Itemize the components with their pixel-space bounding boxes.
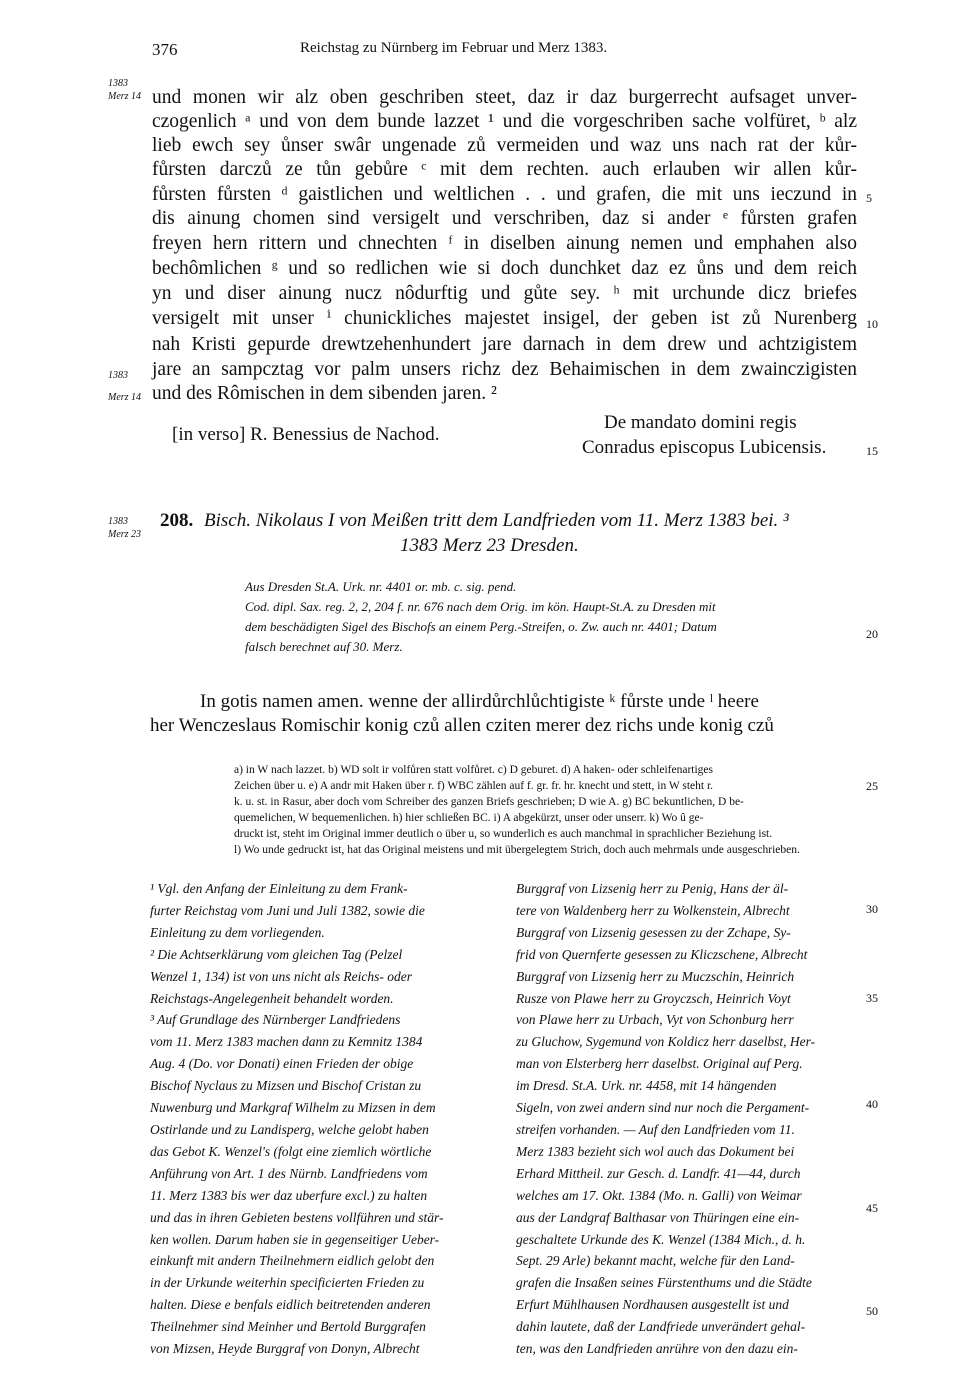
- page-number: 376: [152, 40, 178, 59]
- footnote-line: von Plawe herr zu Urbach, Vyt von Schonburg herr: [516, 1012, 794, 1028]
- source-line: dem beschädigten Sigel des Bischofs an einem Perg.-Streifen, o. Zw. auch nr. 4401; Datum: [245, 619, 717, 634]
- margin-date: Merz 14: [108, 392, 142, 403]
- footnote-line: ³ Auf Grundlage des Nürnberger Landfriedens: [150, 1012, 401, 1028]
- line-number: 30: [866, 902, 878, 916]
- text-line: und des Rômischen in dem sibenden jaren. ²: [152, 383, 497, 404]
- text-line: dis ainung chomen sind versigelt und verschriben, daz si ander ᵉ fůrsten grafen: [152, 208, 857, 229]
- text-line: versigelt mit unser ⁱ chunickliches majestet insigel, der geben ist zů Nurenberg: [152, 308, 857, 329]
- line-number: 50: [866, 1304, 878, 1318]
- footnote-line: geschaltete Urkunde des K. Wenzel (1384 Mich., d. h.: [516, 1231, 806, 1247]
- variant-line: quemelichen, W bequemenlichen. h) hier schließen BC. i) A abgekürzt, unser oder unserr. k) Wo û ge-: [234, 812, 704, 824]
- footnote-line: Nuwenburg und Markgraf Wilhelm zu Mizsen in dem: [150, 1100, 436, 1116]
- doc-title: Bisch. Nikolaus I von Meißen tritt dem Landfrieden vom 11. Merz 1383 bei. ³: [204, 510, 789, 531]
- footnote-line: Burggraf von Lizsenig gesessen zu der Zchape, Sy-: [516, 924, 791, 940]
- variant-line: a) in W nach lazzet. b) WD solt ir volfůren statt volfůret. c) D geburet. d) A haken- oder schleifenartiges: [234, 764, 714, 776]
- footnote-line: 11. Merz 1383 bis wer daz uberfure excl.) zu halten: [150, 1187, 428, 1203]
- footnote-line: in der Urkunde weiterhin specificierten Frieden zu: [150, 1275, 425, 1291]
- line-number: 20: [866, 627, 878, 641]
- source-line: falsch berechnet auf 30. Merz.: [245, 639, 403, 654]
- margin-year: 1383: [108, 516, 128, 527]
- footnote-line: aus der Landgraf Balthasar von Thüringen eine ein-: [516, 1209, 800, 1225]
- doc-number: 208.: [160, 510, 194, 531]
- text-line: jare an sampcztag vor palm unsers richz dez Behaimischen in dem zwainczigisten: [152, 359, 857, 380]
- margin-year: 1383: [108, 370, 128, 381]
- footnote-line: Reichstags-Angelegenheit behandelt worden.: [150, 990, 394, 1006]
- margin-date: Merz 23: [108, 529, 142, 540]
- footnote-line: tere von Waldenberg herr zu Wolkenstein, Albrecht: [516, 902, 790, 918]
- line-number: 35: [866, 991, 878, 1005]
- source-line: Cod. dipl. Sax. reg. 2, 2, 204 f. nr. 676 nach dem Orig. im kön. Haupt-St.A. zu Dresden mit: [245, 599, 716, 614]
- footnote-line: Rusze von Plawe herr zu Groyczsch, Heinrich Voyt: [516, 990, 791, 1006]
- verso-note: [in verso] R. Benessius de Nachod.: [172, 424, 440, 445]
- variant-line: k. u. st. in Rasur, aber doch vom Schreiber des ganzen Briefs geschrieben; D wie A. g) BC bekuntlichen, D be-: [234, 796, 744, 808]
- source-line: Aus Dresden St.A. Urk. nr. 4401 or. mb. c. sig. pend.: [245, 579, 517, 594]
- text-line: czogenlich ᵃ und von dem bunde lazzet ¹ und die vorgeschriben sache volfüret, ᵇ alz: [152, 111, 857, 132]
- line-number: 40: [866, 1097, 878, 1111]
- footnote-line: Erfurt Mühlhausen Nordhausen ausgestellt ist und: [516, 1297, 789, 1313]
- footnote-line: Wenzel 1, 134) ist von uns nicht als Reichs- oder: [150, 968, 412, 984]
- body-line: In gotis namen amen. wenne der allirdůrchlůchtigiste ᵏ fůrste unde ˡ heere: [200, 691, 759, 712]
- text-line: nah Kristi gepurde drewtzehenhundert jare darnach in dem drew und achtzigistem: [152, 334, 857, 355]
- footnote-line: ten, was den Landfrieden anrühre von den dazu ein-: [516, 1341, 798, 1357]
- footnote-line: im Dresd. St.A. Urk. nr. 4458, mit 14 hängenden: [516, 1078, 777, 1094]
- text-line: freyen hern rittern und chnechten ᶠ in diselben ainung nemen und emphahen also: [152, 233, 857, 254]
- footnote-line: ² Die Achtserklärung vom gleichen Tag (Pelzel: [150, 946, 403, 962]
- footnote-line: ken wollen. Darum haben sie in gegenseitiger Ueber-: [150, 1231, 440, 1247]
- margin-year: 1383: [108, 78, 128, 89]
- footnote-line: welches am 17. Okt. 1384 (Mo. n. Galli) von Weimar: [516, 1187, 802, 1203]
- footnote-line: das Gebot K. Wenzel's (folgt eine ziemlich wörtliche: [150, 1143, 432, 1159]
- line-number: 45: [866, 1201, 878, 1215]
- footnote-line: Anführung von Art. 1 des Nürnb. Landfriedens vom: [150, 1165, 428, 1181]
- line-number: 5: [866, 191, 872, 205]
- variant-line: Zeichen über u. e) A andr mit Haken über r. f) WBC zählen auf f. gr. fr. hr. knecht und stett, in W steht r.: [234, 780, 714, 792]
- text-line: fůrsten darczů ze tůn gebůre ᶜ mit dem rechten. auch erlauben wir allen kůr-: [152, 159, 857, 180]
- footnote-line: Sigeln, von zwei andern sind nur noch die Pergament-: [516, 1100, 810, 1116]
- footnote-line: und das in ihren Gebieten bestens vollführen und stär-: [150, 1209, 444, 1225]
- mandato-signature: Conradus episcopus Lubicensis.: [582, 437, 827, 458]
- footnote-line: man von Elsterberg herr daselbst. Original auf Perg.: [516, 1056, 803, 1072]
- text-line: bechômlichen ᵍ und so redlichen wie si doch dunchket daz ez ůns und dem reich: [152, 258, 857, 279]
- footnote-line: Aug. 4 (Do. vor Donati) einen Frieden der obige: [150, 1056, 414, 1072]
- footnote-line: Sept. 29 Arle) bekannt macht, welche für den Land-: [516, 1253, 795, 1269]
- variant-line: l) Wo unde gedruckt ist, hat das Original meistens und mit übergelegtem Strich, doch auch mehrmals unde ausgeschrieben.: [234, 844, 800, 856]
- running-title: Reichstag zu Nürnberg im Februar und Merz 1383.: [300, 40, 608, 56]
- footnote-line: zu Gluchow, Sygemund von Koldicz herr daselbst, Her-: [516, 1034, 816, 1050]
- text-line: lieb ewch sey ůnser swâr ungenade zů vermeiden und waz uns nach rat der kůr-: [152, 135, 857, 156]
- footnote-line: Einleitung zu dem vorliegenden.: [150, 924, 325, 940]
- footnote-line: frid von Quernferte gesessen zu Kliczschene, Albrecht: [516, 946, 808, 962]
- text-line: yn und diser ainung nucz nôdurftig und gůte sey. ʰ mit urchunde dicz briefes: [152, 283, 857, 304]
- variant-line: druckt ist, steht im Original immer deutlich o über u, so wunderlich es auch manchmal in sprachlicher Beziehung ist.: [234, 828, 773, 840]
- footnote-line: streifen vorhanden. — Auf den Landfrieden vom 11.: [516, 1121, 795, 1137]
- line-number: 10: [866, 317, 878, 331]
- footnote-line: ¹ Vgl. den Anfang der Einleitung zu dem Frank-: [150, 881, 408, 896]
- footnote-line: von Mizsen, Heyde Burggraf von Donyn, Albrecht: [150, 1341, 420, 1357]
- footnotes-right-column: [516, 878, 856, 1360]
- footnote-line: vom 11. Merz 1383 machen dann zu Kemnitz 1384: [150, 1034, 423, 1050]
- footnotes-left-column: [150, 878, 495, 1360]
- footnote-line: grafen die Insaßen seines Fürstenthums und die Städte: [516, 1275, 812, 1291]
- footnote-line: Ostirlande und zu Landisperg, welche gelobt haben: [150, 1121, 429, 1137]
- footnote-line: Theilnehmer sind Meinher und Bertold Burggrafen: [150, 1319, 426, 1335]
- margin-date: Merz 14: [108, 91, 142, 102]
- footnote-line: halten. Diese e benfals eidlich beitretenden anderen: [150, 1297, 431, 1313]
- text-line: und monen wir alz oben geschriben steet, daz ir daz burgerrecht aufsaget unver-: [152, 87, 857, 108]
- footnote-line: Bischof Nyclaus zu Mizsen und Bischof Cristan zu: [150, 1078, 422, 1094]
- footnote-line: furter Reichstag vom Juni und Juli 1382, sowie die: [150, 902, 425, 918]
- mandato-line: De mandato domini regis: [604, 412, 797, 433]
- doc-date: 1383 Merz 23 Dresden.: [400, 535, 579, 556]
- text-line: fůrsten fůrsten ᵈ gaistlichen und weltlichen . . und grafen, die mit uns ieczund in: [152, 184, 857, 205]
- footnote-line: Merz 1383 bezieht sich wol auch das Dokument bei: [516, 1143, 795, 1159]
- line-number: 15: [866, 444, 878, 458]
- footnote-line: einkunft mit andern Theilnehmern eidlich gelobt den: [150, 1253, 435, 1269]
- footnote-line: Burggraf von Lizsenig herr zu Penig, Hans der äl-: [516, 881, 789, 896]
- footnote-line: Burggraf von Lizsenig herr zu Muczschin, Heinrich: [516, 968, 795, 984]
- footnote-line: Erhard Mittheil. zur Gesch. d. Landfr. 41—44, durch: [516, 1165, 801, 1181]
- line-number: 25: [866, 779, 878, 793]
- footnote-line: dahin lautete, daß der Landfriede unverändert gehal-: [516, 1319, 806, 1335]
- body-line: her Wenczeslaus Romischir konig czů allen cziten merer dez richs unde konig czů: [150, 715, 774, 736]
